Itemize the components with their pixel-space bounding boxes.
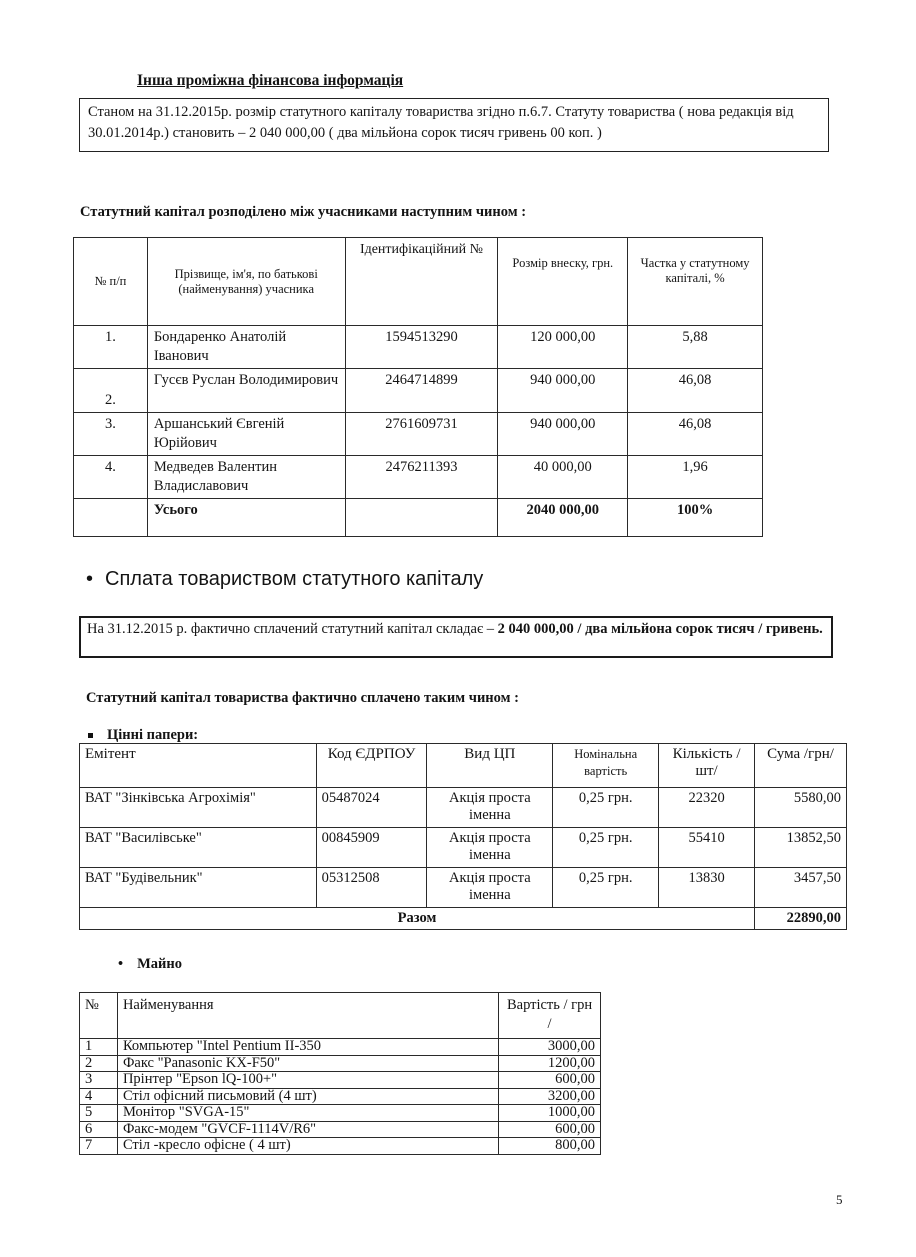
row-name: Факс "Panasonic KX-F50" [117, 1055, 498, 1072]
row-sum: 13852,50 [755, 828, 847, 868]
row-no: 2 [80, 1055, 118, 1072]
table-row [80, 1088, 601, 1105]
row-name: Монітор "SVGA-15" [117, 1105, 498, 1122]
col-sum-header: Сума /грн/ [755, 744, 847, 788]
securities-label-text: Цінні папери: [107, 727, 199, 743]
row-name: Бондаренко Анатолій Іванович [147, 326, 345, 369]
row-amount: 40 000,00 [498, 456, 628, 499]
row-no: 4. [74, 456, 148, 499]
securities-total-sum: 22890,00 [755, 908, 847, 930]
row-nominal: 0,25 грн. [553, 868, 659, 908]
participants-total-row [74, 499, 763, 537]
row-id: 2761609731 [345, 413, 498, 456]
row-share: 46,08 [628, 369, 763, 413]
property-label-text: Майно [137, 956, 182, 972]
table-row [80, 1138, 601, 1155]
row-value: 1200,00 [499, 1055, 601, 1072]
table-row [80, 1072, 601, 1089]
table-row [80, 1121, 601, 1138]
row-qty: 55410 [659, 828, 755, 868]
table-row [74, 326, 763, 369]
table-row [80, 1105, 601, 1122]
total-empty-cell [345, 499, 498, 537]
table-row [80, 1039, 601, 1056]
table-row [74, 413, 763, 456]
row-no: 7 [80, 1138, 118, 1155]
row-issuer: ВАТ "Будівельник" [80, 868, 317, 908]
securities-table [79, 743, 847, 930]
row-value: 3200,00 [499, 1088, 601, 1105]
property-label [118, 956, 182, 973]
row-no: 1 [80, 1039, 118, 1056]
row-no: 2. [74, 369, 148, 413]
payment-bullet [86, 568, 483, 591]
participants-table [73, 237, 763, 537]
row-id: 2464714899 [345, 369, 498, 413]
col-name-header: Найменування [117, 993, 498, 1039]
col-no-header: № [80, 993, 118, 1039]
row-id: 1594513290 [345, 326, 498, 369]
row-name: Прінтер "Epson lQ-100+" [117, 1072, 498, 1089]
col-amount-header: Розмір внеску, грн. [498, 238, 628, 326]
row-no: 6 [80, 1121, 118, 1138]
row-qty: 22320 [659, 788, 755, 828]
row-sum: 3457,50 [755, 868, 847, 908]
total-share: 100% [628, 499, 763, 537]
row-no: 1. [74, 326, 148, 369]
row-amount: 120 000,00 [498, 326, 628, 369]
row-no: 4 [80, 1088, 118, 1105]
row-value: 3000,00 [499, 1039, 601, 1056]
square-bullet-icon [88, 733, 93, 738]
page-number: 5 [836, 1192, 843, 1207]
row-issuer: ВАТ "Зінківська Агрохімія" [80, 788, 317, 828]
table-row [80, 868, 847, 908]
row-amount: 940 000,00 [498, 369, 628, 413]
row-share: 46,08 [628, 413, 763, 456]
row-name: Аршанський Євгеній Юрійович [147, 413, 345, 456]
row-value: 800,00 [499, 1138, 601, 1155]
row-nominal: 0,25 грн. [553, 828, 659, 868]
row-value: 1000,00 [499, 1105, 601, 1122]
col-nominal-header: Номінальна вартість [553, 744, 659, 788]
securities-total-label: Разом [80, 908, 755, 930]
col-code-header: Код ЄДРПОУ [316, 744, 427, 788]
col-issuer-header: Емітент [80, 744, 317, 788]
row-code: 00845909 [316, 828, 427, 868]
bullet-icon: • [86, 568, 94, 590]
table-row [80, 788, 847, 828]
securities-total-row [80, 908, 847, 930]
table-row [74, 369, 763, 413]
col-type-header: Вид ЦП [427, 744, 553, 788]
row-share: 5,88 [628, 326, 763, 369]
row-type: Акція проста іменна [427, 828, 553, 868]
table-row [80, 1055, 601, 1072]
property-header-row [80, 993, 601, 1039]
row-name: Медведев Валентин Владиславович [147, 456, 345, 499]
row-no: 3. [74, 413, 148, 456]
payment-note-text: На 31.12.2015 р. фактично сплачений статутний капітал складає – [87, 621, 498, 637]
row-name: Стіл офісний письмовий (4 шт) [117, 1088, 498, 1105]
capital-note-box: Станом на 31.12.2015р. розмір статутного капіталу товариства згідно п.6.7. Статуту товариства ( нова редакція від 30.01.2014р.) становить – 2 040 000,00 ( два мільйона сорок тисяч гривень 00 коп. ) [79, 98, 829, 152]
securities-header-row [80, 744, 847, 788]
table-row [80, 828, 847, 868]
row-name: Компьютер "Intel Pentium II-350 [117, 1039, 498, 1056]
row-code: 05487024 [316, 788, 427, 828]
total-empty-cell [74, 499, 148, 537]
participants-header-row [74, 238, 763, 326]
distribution-heading: Статутний капітал розподілено між учасниками наступним чином : [80, 204, 527, 220]
row-type: Акція проста іменна [427, 788, 553, 828]
col-value-header: Вартість / грн / [499, 993, 601, 1039]
col-name-header: Прізвище, ім'я, по батькові (найменування) учасника [147, 238, 345, 326]
bullet-icon: • [118, 956, 124, 972]
row-sum: 5580,00 [755, 788, 847, 828]
payment-note-amount: 2 040 000,00 / два мільйона сорок тисяч / гривень. [497, 621, 823, 637]
payment-bullet-text: Сплата товариством статутного капіталу [105, 568, 484, 590]
row-amount: 940 000,00 [498, 413, 628, 456]
row-value: 600,00 [499, 1072, 601, 1089]
payment-note-box [79, 616, 833, 658]
row-type: Акція проста іменна [427, 868, 553, 908]
row-qty: 13830 [659, 868, 755, 908]
row-id: 2476211393 [345, 456, 498, 499]
total-amount: 2040 000,00 [498, 499, 628, 537]
col-share-header: Частка у статутному капіталі, % [628, 238, 763, 326]
row-name: Факс-модем "GVCF-1114V/R6" [117, 1121, 498, 1138]
col-id-header: Ідентифікаційний № [345, 238, 498, 326]
row-name: Стіл -кресло офісне ( 4 шт) [117, 1138, 498, 1155]
table-row [74, 456, 763, 499]
row-name: Гусєв Руслан Володимирович [147, 369, 345, 413]
row-no: 5 [80, 1105, 118, 1122]
page-heading: Інша проміжна фінансова інформація [137, 72, 404, 89]
col-qty-header: Кількість /шт/ [659, 744, 755, 788]
row-issuer: ВАТ "Василівське" [80, 828, 317, 868]
row-nominal: 0,25 грн. [553, 788, 659, 828]
property-table [79, 992, 601, 1155]
total-label: Усього [147, 499, 345, 537]
row-value: 600,00 [499, 1121, 601, 1138]
col-no-header: № п/п [74, 238, 148, 326]
row-code: 05312508 [316, 868, 427, 908]
row-share: 1,96 [628, 456, 763, 499]
row-no: 3 [80, 1072, 118, 1089]
paid-heading: Статутний капітал товариства фактично сплачено таким чином : [86, 690, 519, 706]
securities-label [88, 727, 198, 744]
